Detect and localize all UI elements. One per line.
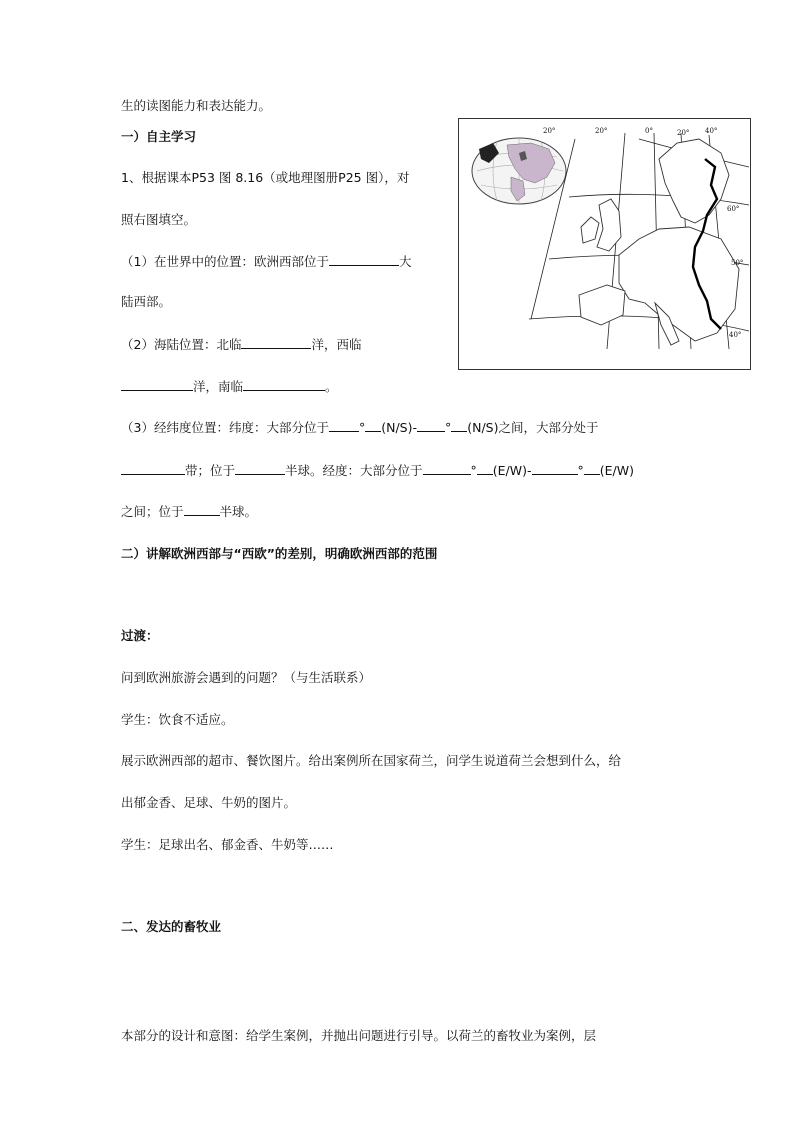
- intro-text: 生的读图能力和表达能力。: [121, 98, 272, 113]
- section-heading-animal-husbandry: 二、发达的畜牧业: [121, 919, 222, 934]
- show-pictures-line-2: 出郁金香、足球、牛奶的图片。: [121, 795, 297, 810]
- blank-climate-zone[interactable]: [121, 462, 185, 475]
- blank-north-ocean[interactable]: [241, 336, 311, 349]
- design-intent-text: 本部分的设计和意图：给学生案例，并抛出问题进行引导。以荷兰的畜牧业为案例，层: [121, 1028, 597, 1043]
- item-2-line-2: [121, 378, 338, 396]
- item-3-line-3-suffix: 半球。: [219, 504, 258, 519]
- item-3-suffix: (N/S)之间，大部分处于: [467, 420, 599, 435]
- lon-label-5: 40°: [705, 127, 718, 135]
- degree-sign-4: °: [577, 463, 584, 478]
- europe-map-figure: [458, 118, 751, 370]
- student-answer-1: 学生：饮食不适应。: [121, 712, 234, 727]
- ew-label-2: (E/W): [599, 463, 634, 478]
- item-3-line-2: [121, 462, 634, 480]
- blank-lon-start[interactable]: [423, 462, 471, 475]
- lat-label-3: 40°: [729, 331, 742, 339]
- item-3-line-3-prefix: 之间；位于: [121, 504, 184, 519]
- item-1-line-2: 陆西部。: [121, 294, 172, 309]
- zone-label: 带；位于: [185, 463, 236, 478]
- world-inset-globe: [472, 138, 566, 204]
- europe-map-svg: [459, 119, 750, 369]
- item-2-end: 。: [325, 379, 338, 394]
- blank-ns-2[interactable]: [451, 419, 467, 432]
- lon-label-4: 20°: [677, 129, 690, 137]
- degree-sign-3: °: [470, 463, 477, 478]
- ew-label-1: (E/W)-: [492, 463, 532, 478]
- blank-lat-start[interactable]: [329, 419, 359, 432]
- blank-hemisphere-ns[interactable]: [235, 462, 285, 475]
- item-1-suffix: 大: [398, 254, 412, 269]
- section-heading-self-study: 一）自主学习: [121, 129, 197, 144]
- item-3-prefix: （3）经纬度位置：纬度：大部分位于: [121, 420, 329, 435]
- item-3-line-1: [121, 419, 599, 437]
- item-2-mid: 洋，西临: [311, 337, 362, 352]
- travel-question: 问到欧洲旅游会遇到的问题？（与生活联系）: [121, 670, 372, 685]
- blank-ew-2[interactable]: [584, 462, 600, 475]
- degree-sign-1: °: [358, 420, 366, 435]
- student-answer-2: 学生：足球出名、郁金香、牛奶等……: [121, 837, 334, 852]
- blank-continent[interactable]: [329, 253, 399, 266]
- blank-lat-end[interactable]: [417, 419, 445, 432]
- show-pictures-line-1: 展示欧洲西部的超市、餐饮图片。给出案例所在国家荷兰，问学生说道荷兰会想到什么，给: [121, 753, 622, 768]
- item-2-mid2: 洋，南临: [193, 379, 244, 394]
- longitude-label: 半球。经度：大部分位于: [285, 463, 423, 478]
- blank-south-sea[interactable]: [243, 378, 325, 391]
- question-1-line-1: 1、根据课本P53 图 8.16（或地理图册P25 图），对: [121, 170, 410, 185]
- item-2-prefix: （2）海陆位置：北临: [121, 337, 242, 352]
- section-heading-western-europe: 二）讲解欧洲西部与“西欧”的差别，明确欧洲西部的范围: [121, 546, 438, 561]
- item-2-line-1: [121, 336, 361, 354]
- blank-ns-1[interactable]: [365, 419, 381, 432]
- item-1-prefix: （1）在世界中的位置：欧洲西部位于: [121, 254, 329, 269]
- lat-label-2: 50°: [731, 259, 744, 267]
- degree-sign-2: °: [444, 420, 452, 435]
- blank-ew-1[interactable]: [477, 462, 493, 475]
- question-1-line-2: 照右图填空。: [121, 212, 197, 227]
- item-1-line-1: [121, 253, 411, 271]
- lon-label-2: 20°: [595, 127, 608, 135]
- blank-west-ocean[interactable]: [121, 378, 193, 391]
- ns-label-1: (N/S)-: [381, 420, 417, 435]
- lon-label-1: 20°: [543, 127, 556, 135]
- lon-label-3: 0°: [645, 127, 653, 135]
- lat-label-1: 60°: [727, 205, 740, 213]
- transition-label: 过渡：: [121, 628, 159, 643]
- item-3-line-3: [121, 503, 257, 521]
- blank-lon-end[interactable]: [532, 462, 578, 475]
- blank-hemisphere-ew[interactable]: [184, 503, 220, 516]
